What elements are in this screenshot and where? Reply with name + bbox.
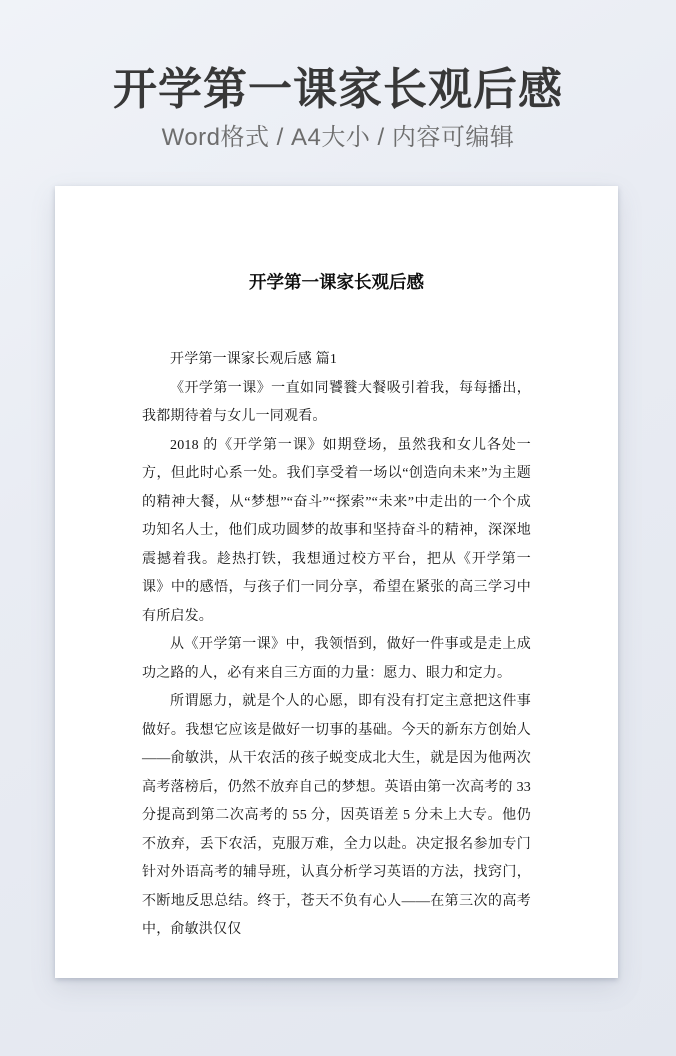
document-title: 开学第一课家长观后感 [249, 272, 424, 292]
template-header [0, 0, 676, 152]
document-page-content [55, 186, 618, 945]
document-paragraph: 开学第一课家长观后感 篇1 [170, 352, 338, 367]
document-paragraph: 《开学第一课》一直如同饕餮大餐吸引着我，每每播出，我都期待着与女儿一同观看。 [142, 380, 531, 424]
document-paragraph: 2018 的《开学第一课》如期登场，虽然我和女儿各处一方，但此时心系一处。我们享受着一场以“创造向未来”为主题的精神大餐，从“梦想”“奋斗”“探索”“未来”中走出的一个个成功知名人士，他们成功圆梦的故事和坚持奋斗的精神，深深地震撼着我。趁热打铁，我想通过校方平台，把从《开学第一课》中的感悟，与孩子们一同分享，希望在紧张的高三学习中有所启发。 [142, 437, 531, 624]
document-paragraph: 从《开学第一课》中，我领悟到，做好一件事或是走上成功之路的人，必有来自三方面的力量：愿力、眼力和定力。 [142, 637, 531, 681]
template-title: 开学第一课家长观后感 [113, 65, 563, 114]
document-paragraph: 所谓愿力，就是个人的心愿，即有没有打定主意把这件事做好。我想它应该是做好一切事的基础。今天的新东方创始人——俞敏洪，从干农活的孩子蜕变成北大生，就是因为他两次高考落榜后，仍然不放弃自己的梦想。英语由第一次高考的 33 分提高到第二次高考的 55 分，因英语差 5 分未上大专。他仍不放弃，丢下农活，克服万难，全力以赴。决定报名参加专门针对外语高考的辅导班，认真分析学习英语的方法，找窍门，不断地反思总结。终于，苍天不负有心人——在第三次的高考中，俞敏洪仅仅 [142, 694, 531, 937]
template-format-info: Word格式 / A4大小 / 内容可编辑 [161, 124, 515, 151]
document-page [55, 186, 618, 978]
document-body [142, 346, 531, 945]
